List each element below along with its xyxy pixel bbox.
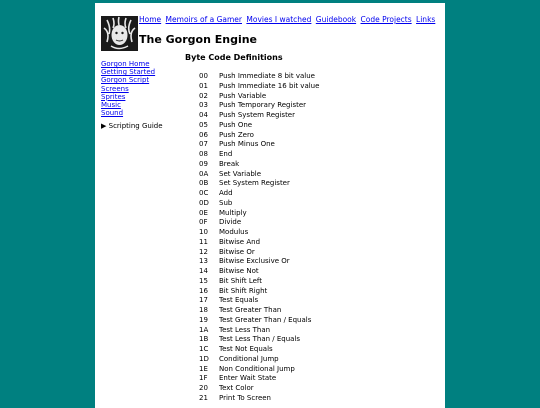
bytecode-description: Test Less Than / Equals bbox=[219, 335, 301, 344]
bytecode-row bbox=[199, 140, 319, 150]
bytecode-code: 1E bbox=[199, 364, 208, 373]
bytecode-row bbox=[199, 355, 319, 365]
bytecode-description: Enter Wait State bbox=[219, 374, 277, 383]
nav-link-links[interactable]: Links bbox=[416, 15, 436, 24]
bytecode-description: Add bbox=[219, 189, 233, 197]
bytecode-code: 03 bbox=[199, 101, 208, 110]
bytecode-code: 19 bbox=[199, 315, 208, 324]
bytecode-row bbox=[199, 199, 319, 209]
bytecode-description: Sub bbox=[219, 198, 233, 207]
triangle-right-icon: ▶ bbox=[101, 122, 107, 130]
bytecode-code: 1D bbox=[199, 354, 209, 363]
bytecode-code: 06 bbox=[199, 130, 208, 139]
scripting-guide-toggle[interactable] bbox=[101, 122, 163, 130]
bytecode-row bbox=[199, 150, 319, 160]
bytecode-code: 10 bbox=[199, 228, 208, 236]
site-title: The Gorgon Engine bbox=[139, 33, 258, 46]
bytecode-list bbox=[199, 72, 319, 404]
bytecode-code: 15 bbox=[199, 276, 208, 285]
bytecode-row bbox=[199, 394, 319, 404]
bytecode-code: 14 bbox=[199, 267, 208, 275]
bytecode-row bbox=[199, 92, 319, 102]
bytecode-row bbox=[199, 72, 319, 82]
bytecode-description: Break bbox=[219, 159, 240, 168]
bytecode-code: 17 bbox=[199, 296, 208, 305]
sidebar-link-getting-started[interactable]: Getting Started bbox=[101, 68, 156, 77]
bytecode-description: Push One bbox=[219, 120, 253, 129]
bytecode-code: 0F bbox=[199, 218, 208, 227]
bytecode-row bbox=[199, 277, 319, 287]
bytecode-description: Divide bbox=[219, 218, 242, 227]
bytecode-code: 18 bbox=[199, 306, 208, 314]
bytecode-code: 16 bbox=[199, 286, 208, 295]
bytecode-description: Non Conditional Jump bbox=[219, 364, 295, 373]
bytecode-row bbox=[199, 170, 319, 180]
bytecode-code: 01 bbox=[199, 81, 208, 90]
page-container bbox=[95, 3, 445, 408]
bytecode-row bbox=[199, 160, 319, 170]
page-title: Byte Code Definitions bbox=[185, 53, 283, 62]
bytecode-code: 05 bbox=[199, 120, 208, 129]
bytecode-code: 0D bbox=[199, 198, 209, 207]
bytecode-row bbox=[199, 121, 319, 131]
bytecode-description: Push Variable bbox=[219, 91, 267, 100]
sidebar-link-gorgon-script[interactable]: Gorgon Script bbox=[101, 76, 150, 85]
bytecode-code: 08 bbox=[199, 150, 208, 158]
bytecode-row bbox=[199, 209, 319, 219]
bytecode-row bbox=[199, 218, 319, 228]
bytecode-description: Test Not Equals bbox=[219, 345, 273, 353]
bytecode-code: 02 bbox=[199, 91, 208, 100]
bytecode-row bbox=[199, 326, 319, 336]
bytecode-row bbox=[199, 374, 319, 384]
bytecode-description: End bbox=[219, 150, 233, 158]
bytecode-row bbox=[199, 384, 319, 394]
bytecode-description: Test Equals bbox=[219, 296, 259, 305]
sidebar-link-screens[interactable]: Screens bbox=[101, 84, 129, 93]
bytecode-row bbox=[199, 345, 319, 355]
bytecode-code: 21 bbox=[199, 393, 208, 402]
bytecode-row bbox=[199, 82, 319, 92]
sidebar-nav bbox=[101, 60, 155, 117]
bytecode-row bbox=[199, 238, 319, 248]
bytecode-description: Bitwise Not bbox=[219, 267, 259, 275]
top-navigation bbox=[139, 15, 437, 24]
bytecode-description: Bit Shift Right bbox=[219, 286, 268, 295]
bytecode-row bbox=[199, 306, 319, 316]
bytecode-row bbox=[199, 267, 319, 277]
bytecode-code: 04 bbox=[199, 111, 208, 119]
bytecode-code: 1B bbox=[199, 335, 209, 344]
bytecode-description: Test Greater Than / Equals bbox=[219, 315, 312, 324]
sidebar-link-gorgon-home[interactable]: Gorgon Home bbox=[101, 60, 150, 68]
bytecode-code: 1C bbox=[199, 345, 209, 353]
bytecode-description: Set System Register bbox=[219, 179, 290, 188]
bytecode-description: Push Temporary Register bbox=[219, 101, 307, 110]
bytecode-description: Bitwise And bbox=[219, 237, 261, 246]
bytecode-description: Bitwise Exclusive Or bbox=[219, 257, 290, 266]
nav-link-memoirs[interactable]: Memoirs of a Gamer bbox=[165, 15, 242, 24]
bytecode-code: 1A bbox=[199, 325, 209, 334]
bytecode-description: Test Less Than bbox=[219, 325, 271, 334]
sidebar-link-sound[interactable]: Sound bbox=[101, 109, 124, 118]
bytecode-description: Test Greater Than bbox=[219, 306, 282, 314]
bytecode-description: Multiply bbox=[219, 208, 247, 217]
bytecode-code: 07 bbox=[199, 140, 208, 149]
bytecode-code: 09 bbox=[199, 159, 208, 168]
bytecode-code: 0C bbox=[199, 189, 209, 197]
bytecode-row bbox=[199, 257, 319, 267]
bytecode-description: Push Immediate 16 bit value bbox=[219, 81, 320, 90]
sidebar-link-sprites[interactable]: Sprites bbox=[101, 92, 126, 101]
bytecode-description: Conditional Jump bbox=[219, 354, 279, 363]
bytecode-description: Push Zero bbox=[219, 130, 254, 139]
bytecode-code: 0E bbox=[199, 208, 208, 217]
bytecode-row bbox=[199, 228, 319, 238]
bytecode-code: 00 bbox=[199, 72, 208, 80]
bytecode-description: Modulus bbox=[219, 228, 249, 236]
nav-link-home[interactable]: Home bbox=[139, 15, 162, 24]
bytecode-row bbox=[199, 335, 319, 345]
sidebar-link-music[interactable]: Music bbox=[101, 101, 121, 110]
bytecode-description: Push Minus One bbox=[219, 140, 275, 149]
bytecode-description: Print To Screen bbox=[219, 393, 271, 402]
bytecode-description: Push System Register bbox=[219, 111, 295, 119]
bytecode-row bbox=[199, 316, 319, 326]
bytecode-code: 0A bbox=[199, 169, 209, 178]
bytecode-row bbox=[199, 296, 319, 306]
bytecode-row bbox=[199, 365, 319, 375]
bytecode-row bbox=[199, 287, 319, 297]
bytecode-code: 20 bbox=[199, 384, 208, 392]
bytecode-description: Set Variable bbox=[219, 169, 262, 178]
nav-link-code-projects[interactable]: Code Projects bbox=[360, 15, 412, 24]
bytecode-code: 11 bbox=[199, 237, 208, 246]
bytecode-row bbox=[199, 101, 319, 111]
gorgon-logo-icon[interactable] bbox=[101, 16, 138, 51]
bytecode-description: Bit Shift Left bbox=[219, 276, 263, 285]
scripting-guide-label: Scripting Guide bbox=[108, 122, 163, 130]
bytecode-description: Bitwise Or bbox=[219, 247, 255, 256]
bytecode-code: 13 bbox=[199, 257, 208, 266]
bytecode-code: 0B bbox=[199, 179, 209, 188]
bytecode-row bbox=[199, 111, 319, 121]
bytecode-description: Text Color bbox=[219, 384, 254, 392]
bytecode-row bbox=[199, 248, 319, 258]
bytecode-row bbox=[199, 189, 319, 199]
bytecode-code: 1F bbox=[199, 374, 208, 383]
bytecode-description: Push Immediate 8 bit value bbox=[219, 72, 315, 80]
nav-link-movies[interactable]: Movies I watched bbox=[246, 15, 312, 24]
bytecode-row bbox=[199, 131, 319, 141]
nav-link-guidebook[interactable]: Guidebook bbox=[315, 15, 357, 24]
bytecode-code: 12 bbox=[199, 247, 208, 256]
bytecode-row bbox=[199, 179, 319, 189]
